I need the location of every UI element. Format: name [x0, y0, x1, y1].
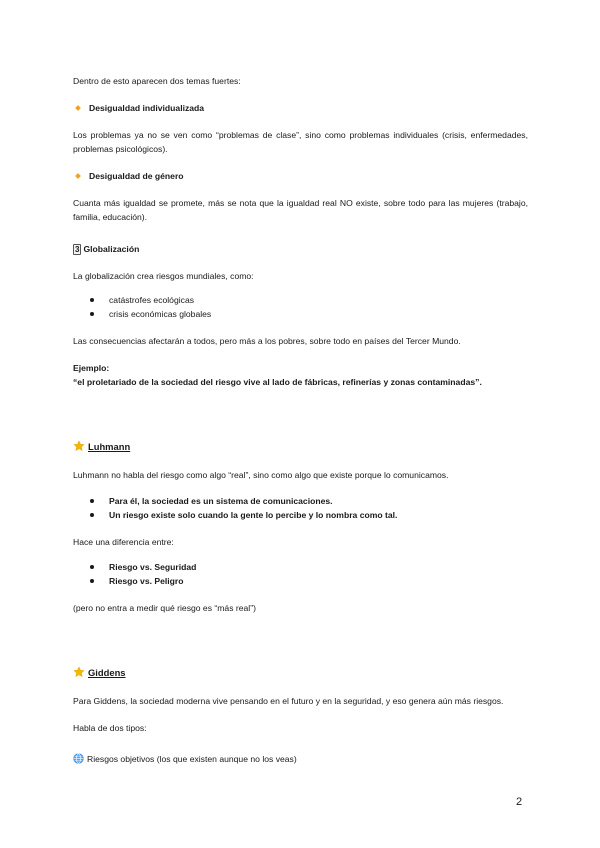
luhmann-text: Luhmann no habla del riesgo como algo “real”, sino como algo que existe porque lo comunicamos.: [73, 470, 449, 480]
list-item: Riesgo vs. Seguridad: [90, 560, 196, 574]
list-item: Un riesgo existe solo cuando la gente lo percibe y lo nombra como tal.: [90, 508, 397, 522]
globalization-heading: 3 Globalización: [75, 244, 140, 254]
giddens-heading: Giddens: [73, 666, 126, 680]
objective-risks-line: Riesgos objetivos (los que existen aunque no los veas): [73, 752, 297, 766]
giddens-text: Para Giddens, la sociedad moderna vive pensando en el futuro y en la seguridad, y eso genera aún más riesgos.: [73, 696, 504, 706]
orange-diamond-icon: [75, 173, 81, 179]
page-number: 2: [516, 796, 523, 808]
globe-icon: [73, 753, 84, 764]
star-icon: [73, 440, 85, 452]
subtopic-text-gender: Cuanta más igualdad se promete, más se nota que la igualdad real NO existe, sobre todo para las mujeres (trabajo, familia, educación).: [73, 198, 528, 222]
list-item: crisis económicas globales: [90, 307, 211, 321]
star-icon: [73, 666, 85, 678]
giddens-types-intro: Habla de dos tipos:: [73, 723, 147, 733]
intro-paragraph: Dentro de esto aparecen dos temas fuertes:: [73, 76, 241, 86]
subtopic-text-individual: Los problemas ya no se ven como “problemas de clase”, sino como problemas individuales (crisis, enfermedades, problemas psicológicos).: [73, 130, 528, 154]
luhmann-diff-intro: Hace una diferencia entre:: [73, 537, 174, 547]
keycap-3-icon: 3: [75, 245, 80, 254]
globalization-consequences: Las consecuencias afectarán a todos, pero más a los pobres, sobre todo en países del Tercer Mundo.: [73, 336, 461, 346]
example-label: Ejemplo:: [73, 363, 110, 373]
example-quote: “el proletariado de la sociedad del riesgo vive al lado de fábricas, refinerías y zonas contaminadas”.: [73, 377, 482, 387]
luhmann-heading: Luhmann: [73, 440, 130, 454]
list-item: Para él, la sociedad es un sistema de comunicaciones.: [90, 494, 333, 508]
luhmann-note: (pero no entra a medir qué riesgo es “más real”): [73, 603, 256, 613]
orange-diamond-icon: [75, 105, 81, 111]
subtopic-heading-individual: Desigualdad individualizada: [73, 101, 204, 115]
bullet-icon: [90, 579, 94, 583]
bullet-icon: [90, 499, 94, 503]
list-item: catástrofes ecológicas: [90, 293, 194, 307]
bullet-icon: [90, 565, 94, 569]
bullet-icon: [90, 312, 94, 316]
globalization-intro: La globalización crea riesgos mundiales, como:: [73, 271, 254, 281]
bullet-icon: [90, 298, 94, 302]
subtopic-heading-gender: Desigualdad de género: [73, 169, 184, 183]
list-item: Riesgo vs. Peligro: [90, 574, 184, 588]
bullet-icon: [90, 513, 94, 517]
